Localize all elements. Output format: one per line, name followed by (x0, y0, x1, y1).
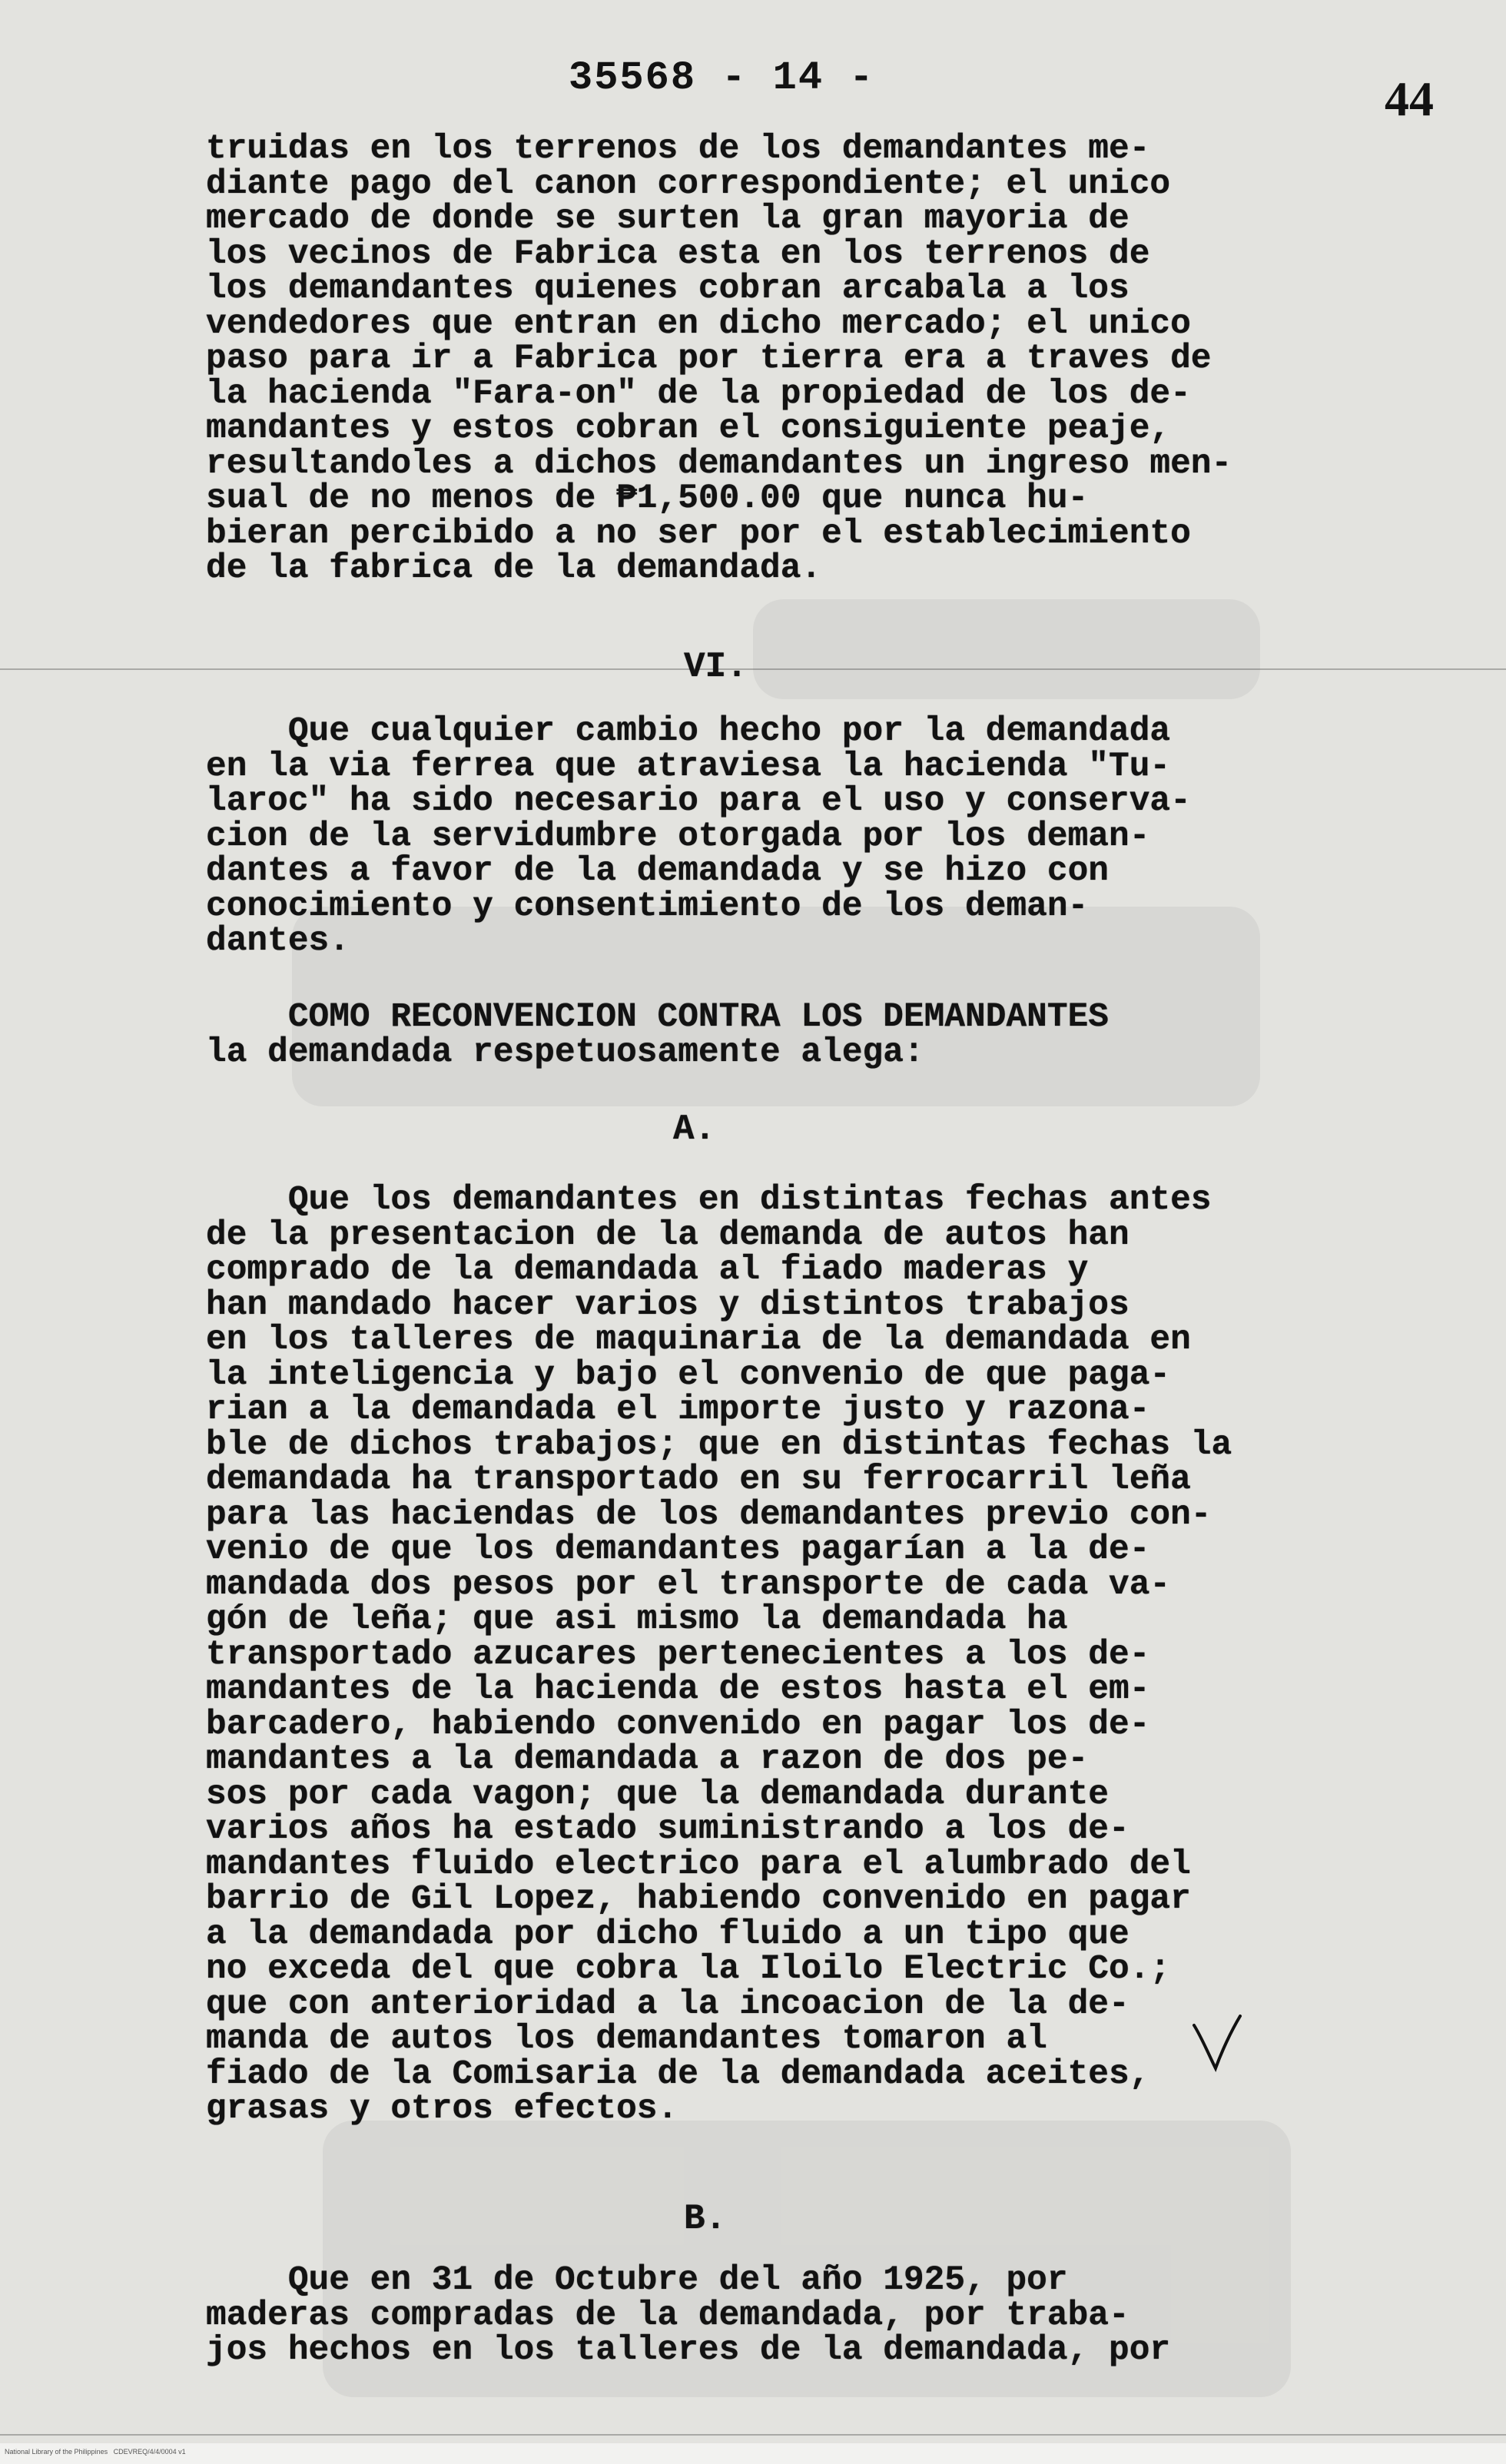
text-line: transportado azucares pertenecientes a los de- (206, 1635, 1150, 1674)
text-line: de la fabrica de la demandada. (206, 549, 822, 588)
text-line: fiado de la Comisaria de la demandada aceites, (206, 2054, 1150, 2094)
text-line: han mandado hacer varios y distintos trabajos (206, 1285, 1130, 1325)
text-line: los demandantes quienes cobran arcabala a los (206, 270, 1130, 308)
text-line: dantes a favor de la demandada y se hizo con (206, 852, 1109, 890)
text-line: para las haciendas de los demandantes previo con- (206, 1495, 1212, 1534)
text-line: mercado de donde se surten la gran mayoria de (206, 200, 1130, 238)
text-line: mandantes fluido electrico para el alumbrado del (206, 1845, 1191, 1884)
archive-footer-strip (0, 2443, 1506, 2464)
text-line: jos hechos en los talleres de la demandada, por (206, 2331, 1171, 2369)
text-line: no exceda del que cobra la Iloilo Electric Co.; (206, 1950, 1171, 1988)
text-line: comprado de la demandada al fiado maderas y (206, 1251, 1089, 1289)
text-line: manda de autos los demandantes tomaron al (206, 2020, 1047, 2058)
paragraph-vi (206, 712, 1305, 960)
text-line: demandada ha transportado en su ferrocarril leña (206, 1461, 1191, 1499)
text-line: en los talleres de maquinaria de la demandada en (206, 1321, 1191, 1359)
section-heading-vi: VI. (684, 647, 748, 687)
text-line: diante pago del canon correspondiente; el unico (206, 164, 1171, 204)
section-heading-a: A. (673, 1109, 716, 1149)
archive-stamp: National Library of the Philippines CDEVREQ/4/4/0004 v1 (5, 2448, 186, 2456)
text-line: resultandoles a dichos demandantes un ingreso men- (206, 444, 1232, 483)
text-line: que con anterioridad a la incoacion de la de- (206, 1985, 1130, 2024)
text-line: mandantes a la demandada a razon de dos pe- (206, 1740, 1089, 1779)
text-line: mandantes de la hacienda de estos hasta el em- (206, 1670, 1150, 1709)
text-line: rian a la demandada el importe justo y razona- (206, 1391, 1150, 1429)
text-line: sos por cada vagon; que la demandada durante (206, 1775, 1109, 1814)
page-number: 44 (1385, 71, 1434, 126)
text-line: la inteligencia y bajo el convenio de que paga- (206, 1355, 1171, 1394)
text-line: venio de que los demandantes pagarían a la de- (206, 1530, 1150, 1569)
scan-crease-line (0, 668, 1506, 670)
text-line: paso para ir a Fabrica por tierra era a traves de (206, 340, 1212, 378)
paragraph-intro (206, 132, 1305, 587)
text-line: truidas en los terrenos de los demandantes me- (206, 130, 1150, 168)
document-number: 35568 - 14 - (569, 55, 875, 101)
text-line: COMO RECONVENCION CONTRA LOS DEMANDANTES (206, 998, 1109, 1036)
text-line: a la demandada por dicho fluido a un tipo que (206, 1915, 1130, 1954)
text-line: mandantes y estos cobran el consiguiente peaje, (206, 410, 1171, 448)
text-line: varios años ha estado suministrando a los de- (206, 1810, 1130, 1849)
text-line: Que en 31 de Octubre del año 1925, por (206, 2261, 1068, 2300)
paragraph-reconvencion (206, 1000, 1305, 1070)
text-line: laroc" ha sido necesario para el uso y conserva- (206, 782, 1191, 821)
text-line: Que los demandantes en distintas fechas antes (206, 1181, 1212, 1219)
text-line: grasas y otros efectos. (206, 2090, 678, 2128)
text-line: barcadero, habiendo convenido en pagar los de- (206, 1705, 1150, 1744)
bleed-through-shadow (753, 599, 1260, 699)
paragraph-b (206, 2263, 1305, 2369)
text-line: vendedores que entran en dicho mercado; el unico (206, 304, 1191, 343)
text-line: de la presentacion de la demanda de autos han (206, 1215, 1130, 1255)
text-line: en la via ferrea que atraviesa la hacienda "Tu- (206, 747, 1171, 786)
text-line: dantes. (206, 922, 350, 960)
section-heading-b: B. (684, 2199, 727, 2239)
text-line: mandada dos pesos por el transporte de cada va- (206, 1565, 1171, 1604)
text-line: barrio de Gil Lopez, habiendo convenido en pagar (206, 1880, 1191, 1918)
scan-crease-line (0, 2434, 1506, 2436)
text-line: conocimiento y consentimiento de los deman- (206, 887, 1089, 926)
text-line: sual de no menos de ₱1,500.00 que nunca hu- (206, 479, 1089, 518)
handwritten-check-mark (1189, 2011, 1243, 2073)
text-line: bieran percibido a no ser por el establecimiento (206, 514, 1191, 553)
text-line: Que cualquier cambio hecho por la demandada (206, 712, 1171, 751)
paragraph-a (206, 1183, 1305, 2127)
text-line: la hacienda "Fara-on" de la propiedad de los de- (206, 374, 1191, 413)
text-line: los vecinos de Fabrica esta en los terrenos de (206, 234, 1150, 274)
text-line: cion de la servidumbre otorgada por los deman- (206, 817, 1150, 856)
text-line: gón de leña; que asi mismo la demandada ha (206, 1600, 1068, 1639)
text-line: la demandada respetuosamente alega: (206, 1033, 924, 1072)
text-line: ble de dichos trabajos; que en distintas fechas la (206, 1425, 1232, 1464)
text-line: maderas compradas de la demandada, por traba- (206, 2296, 1130, 2335)
